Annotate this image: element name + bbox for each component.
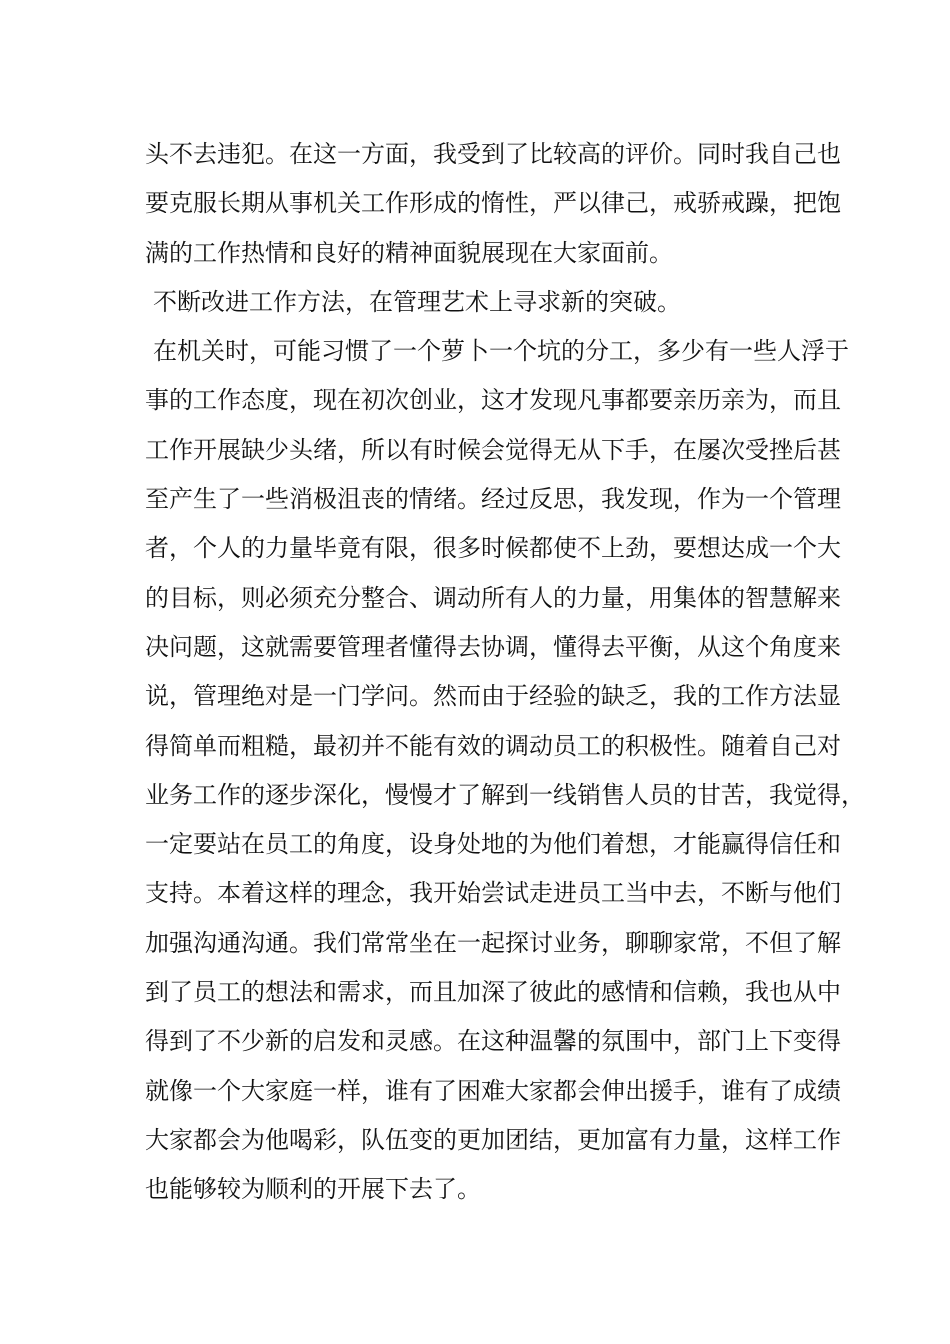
text-line: 在机关时，可能习惯了一个萝卜一个坑的分工，多少有一些人浮于 <box>153 337 849 366</box>
text-line: 满的工作热情和良好的精神面貌展现在大家面前。 <box>145 238 673 267</box>
text-line: 头不去违犯。在这一方面，我受到了比较高的评价。同时我自己也 <box>145 140 841 168</box>
text-line: 事的工作态度，现在初次创业，这才发现凡事都要亲历亲为，而且 <box>145 386 841 415</box>
text-line: 业务工作的逐步深化，慢慢才了解到一线销售人员的甘苦，我觉得， <box>145 780 865 809</box>
text-line: 至产生了一些消极沮丧的情绪。经过反思，我发现，作为一个管理 <box>145 485 841 514</box>
text-line: 到了员工的想法和需求，而且加深了彼此的感情和信赖，我也从中 <box>145 978 841 1007</box>
text-line: 的目标，则必须充分整合、调动所有人的力量，用集体的智慧解来 <box>145 583 841 612</box>
text-line: 大家都会为他喝彩，队伍变的更加团结，更加富有力量，这样工作 <box>145 1125 841 1154</box>
text-line: 一定要站在员工的角度，设身处地的为他们着想，才能赢得信任和 <box>145 830 841 859</box>
document-body-text <box>145 130 865 1215</box>
text-line: 也能够较为顺利的开展下去了。 <box>145 1175 481 1204</box>
text-line: 说，管理绝对是一门学问。然而由于经验的缺乏，我的工作方法显 <box>145 682 841 711</box>
text-line: 工作开展缺少头绪，所以有时候会觉得无从下手，在屡次受挫后甚 <box>145 435 841 464</box>
text-line: 得简单而粗糙，最初并不能有效的调动员工的积极性。随着自己对 <box>145 731 841 760</box>
text-line: 就像一个大家庭一样，谁有了困难大家都会伸出援手，谁有了成绩 <box>145 1076 841 1105</box>
text-line: 得到了不少新的启发和灵感。在这种温馨的氛围中，部门上下变得 <box>145 1027 841 1056</box>
section-heading: 不断改进工作方法，在管理艺术上寻求新的突破。 <box>153 287 681 316</box>
text-line: 要克服长期从事机关工作形成的惰性，严以律己，戒骄戒躁，把饱 <box>145 189 841 218</box>
text-line: 决问题，这就需要管理者懂得去协调，懂得去平衡，从这个角度来 <box>145 632 841 661</box>
text-line: 加强沟通沟通。我们常常坐在一起探讨业务，聊聊家常，不但了解 <box>145 928 841 957</box>
text-line: 支持。本着这样的理念，我开始尝试走进员工当中去，不断与他们 <box>145 879 841 908</box>
text-line: 者，个人的力量毕竟有限，很多时候都使不上劲，要想达成一个大 <box>145 534 841 563</box>
